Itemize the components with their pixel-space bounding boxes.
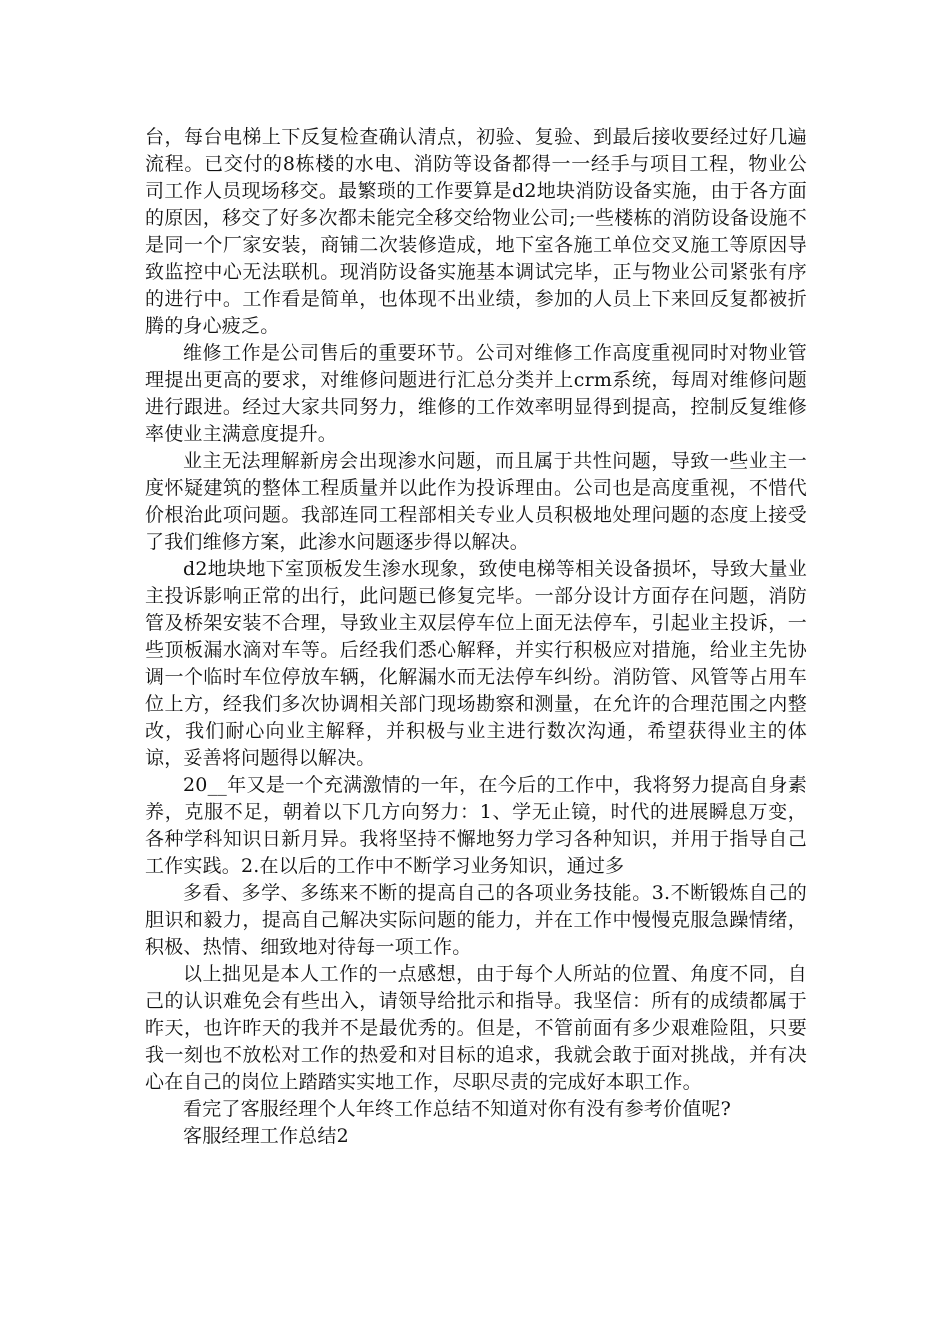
paragraph-leakage-issue: 业主无法理解新房会出现渗水问题，而且属于共性问题，导致一些业主一度怀疑建筑的整体工程质量并以此作为投诉理由。公司也是高度重视，不惜代价根治此项问题。我部连同工程部相关专业人员积极地处理问题的态度上接受了我们维修方案，此渗水问题逐步得以解决。: [145, 450, 807, 553]
section-heading: 客服经理工作总结2: [183, 1125, 349, 1147]
paragraph-conclusion: 以上拙见是本人工作的一点感想，由于每个人所站的位置、角度不同，自己的认识难免会有些出入，请领导给批示和指导。我坚信：所有的成绩都属于昨天，也许昨天的我并不是最优秀的。但是，不管前面有多少艰难险阻，只要我一刻也不放松对工作的热爱和对目标的追求，我就会敢于面对挑战，并有决心在自己的岗位上踏踏实实地工作，尽职尽责的完成好本职工作。: [145, 963, 807, 1093]
paragraph-maintenance: 维修工作是公司售后的重要环节。公司对维修工作高度重视同时对物业管理提出更高的要求，对维修问题进行汇总分类并上crm系统，每周对维修问题进行跟进。经过大家共同努力，维修的工作效率明显得到提高，控制反复维修率使业主满意度提升。: [145, 342, 807, 445]
document-body: [145, 124, 807, 1150]
paragraph-d2-basement: d2地块地下室顶板发生渗水现象，致使电梯等相关设备损坏，导致大量业主投诉影响正常的出行，此问题已修复完毕。一部分设计方面存在问题，消防管及桥架安装不合理，导致业主双层停车位上面无法停车，引起业主投诉，一些顶板漏水滴对车等。后经我们悉心解释，并实行积极应对措施，给业主先协调一个临时车位停放车辆，化解漏水而无法停车纠纷。消防管、风管等占用车位上方，经我们多次协调相关部门现场勘察和测量，在允许的合理范围之内整改，我们耐心向业主解释，并积极与业主进行数次沟通，希望获得业主的体谅，妥善将问题得以解决。: [145, 558, 807, 769]
paragraph-handover-continued: 台，每台电梯上下反复检查确认清点，初验、复验、到最后接收要经过好几遍流程。已交付的8栋楼的水电、消防等设备都得一一经手与项目工程，物业公司工作人员现场移交。最繁琐的工作要算是d2地块消防设备实施，由于各方面的原因，移交了好多次都未能完全移交给物业公司;一些楼栋的消防设备设施不是同一个厂家安装，商铺二次装修造成，地下室各施工单位交叉施工等原因导致监控中心无法联机。现消防设备实施基本调试完毕，正与物业公司紧张有序的进行中。工作看是简单，也体现不出业绩，参加的人员上下来回反复都被折腾的身心疲乏。: [145, 126, 807, 337]
paragraph-next-year-plan: 20__年又是一个充满激情的一年，在今后的工作中，我将努力提高自身素养，克服不足，朝着以下几方向努力：1、学无止镜，时代的进展瞬息万变，各种学科知识日新月异。我将坚持不懈地努力学习各种知识，并用于指导自己工作实践。2.在以后的工作中不断学习业务知识，通过多: [145, 774, 807, 877]
paragraph-skills: 多看、多学、多练来不断的提高自己的各项业务技能。3.不断锻炼自己的胆识和毅力，提高自己解决实际问题的能力，并在工作中慢慢克服急躁情绪，积极、热情、细致地对待每一项工作。: [145, 882, 807, 958]
paragraph-closing-note: 看完了客服经理个人年终工作总结不知道对你有没有参考价值呢?: [183, 1098, 731, 1120]
